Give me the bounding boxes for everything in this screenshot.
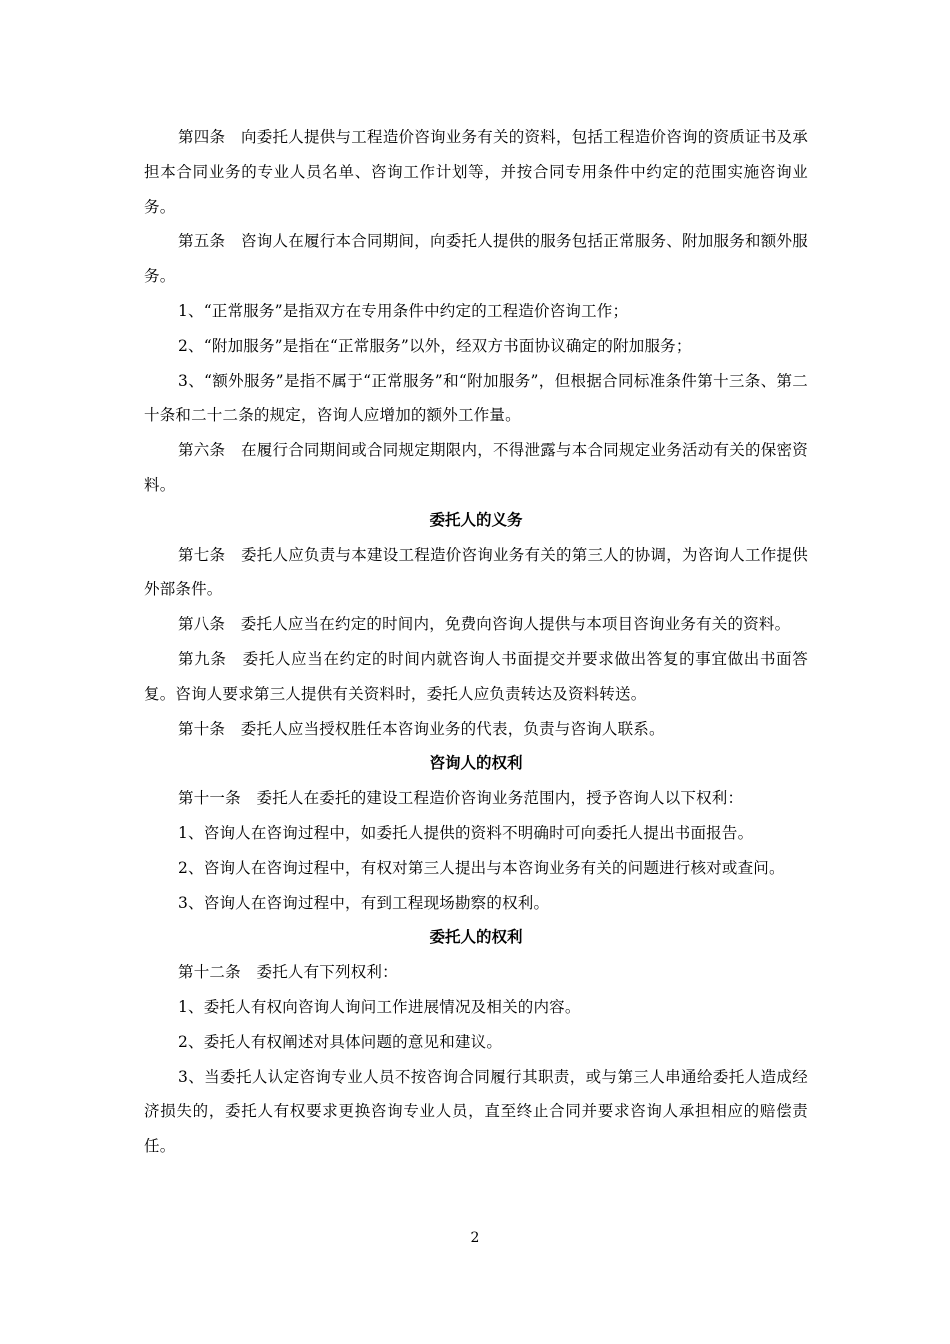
article-11-paragraph: 第十一条 委托人在委托的建设工程造价咨询业务范围内，授予咨询人以下权利： <box>178 789 744 808</box>
article-11-item-2: 2、咨询人在咨询过程中，有权对第三人提出与本咨询业务有关的问题进行核对或查问。 <box>178 858 785 877</box>
article-9-paragraph: 第九条 委托人应当在约定的时间内就咨询人书面提交并要求做出答复的事宜做出书面答复。咨询人要求第三人提供有关资料时，委托人应负责转达及资料转送。 <box>144 649 808 703</box>
article-10-paragraph: 第十条 委托人应当授权胜任本咨询业务的代表，负责与咨询人联系。 <box>178 719 665 738</box>
article-11-item-1: 1、咨询人在咨询过程中，如委托人提供的资料不明确时可向委托人提出书面报告。 <box>178 823 754 842</box>
article-5-item-1: 1、“正常服务”是指双方在专用条件中约定的工程造价咨询工作； <box>178 301 629 320</box>
article-5-paragraph: 第五条 咨询人在履行本合同期间，向委托人提供的服务包括正常服务、附加服务和额外服务。 <box>144 232 808 286</box>
article-12-paragraph: 第十二条 委托人有下列权利： <box>178 963 398 982</box>
article-5-item-3: 3、“额外服务”是指不属于“正常服务”和“附加服务”，但根据合同标准条件第十三条、第二十条和二十二条的规定，咨询人应增加的额外工作量。 <box>144 371 808 425</box>
article-12-item-2: 2、委托人有权阐述对具体问题的意见和建议。 <box>178 1032 503 1051</box>
article-12-item-1: 1、委托人有权向咨询人询问工作进展情况及相关的内容。 <box>178 997 581 1016</box>
article-6-paragraph: 第六条 在履行合同期间或合同规定期限内，不得泄露与本合同规定业务活动有关的保密资料。 <box>144 441 808 494</box>
article-5-item-2: 2、“附加服务”是指在“正常服务”以外，经双方书面协议确定的附加服务； <box>178 336 692 355</box>
article-4-paragraph: 第四条 向委托人提供与工程造价咨询业务有关的资料，包括工程造价咨询的资质证书及承担本合同业务的专业人员名单、咨询工作计划等，并按合同专用条件中约定的范围实施咨询业务。 <box>144 128 808 216</box>
article-12-item-3: 3、当委托人认定咨询专业人员不按咨询合同履行其职责，或与第三人串通给委托人造成经济损失的，委托人有权要求更换咨询专业人员，直至终止合同并要求咨询人承担相应的赔偿责任。 <box>144 1067 808 1156</box>
document-body <box>144 120 808 1164</box>
section-heading-consultant-rights: 咨询人的权利 <box>429 754 523 773</box>
section-heading-client-rights: 委托人的权利 <box>429 928 523 947</box>
article-8-paragraph: 第八条 委托人应当在约定的时间内，免费向咨询人提供与本项目咨询业务有关的资料。 <box>178 615 791 634</box>
article-11-item-3: 3、咨询人在咨询过程中，有到工程现场勘察的权利。 <box>178 893 550 912</box>
section-heading-client-obligations: 委托人的义务 <box>429 510 523 529</box>
page-number: 2 <box>470 1230 480 1246</box>
article-7-paragraph: 第七条 委托人应负责与本建设工程造价咨询业务有关的第三人的协调，为咨询人工作提供外部条件。 <box>144 545 808 599</box>
